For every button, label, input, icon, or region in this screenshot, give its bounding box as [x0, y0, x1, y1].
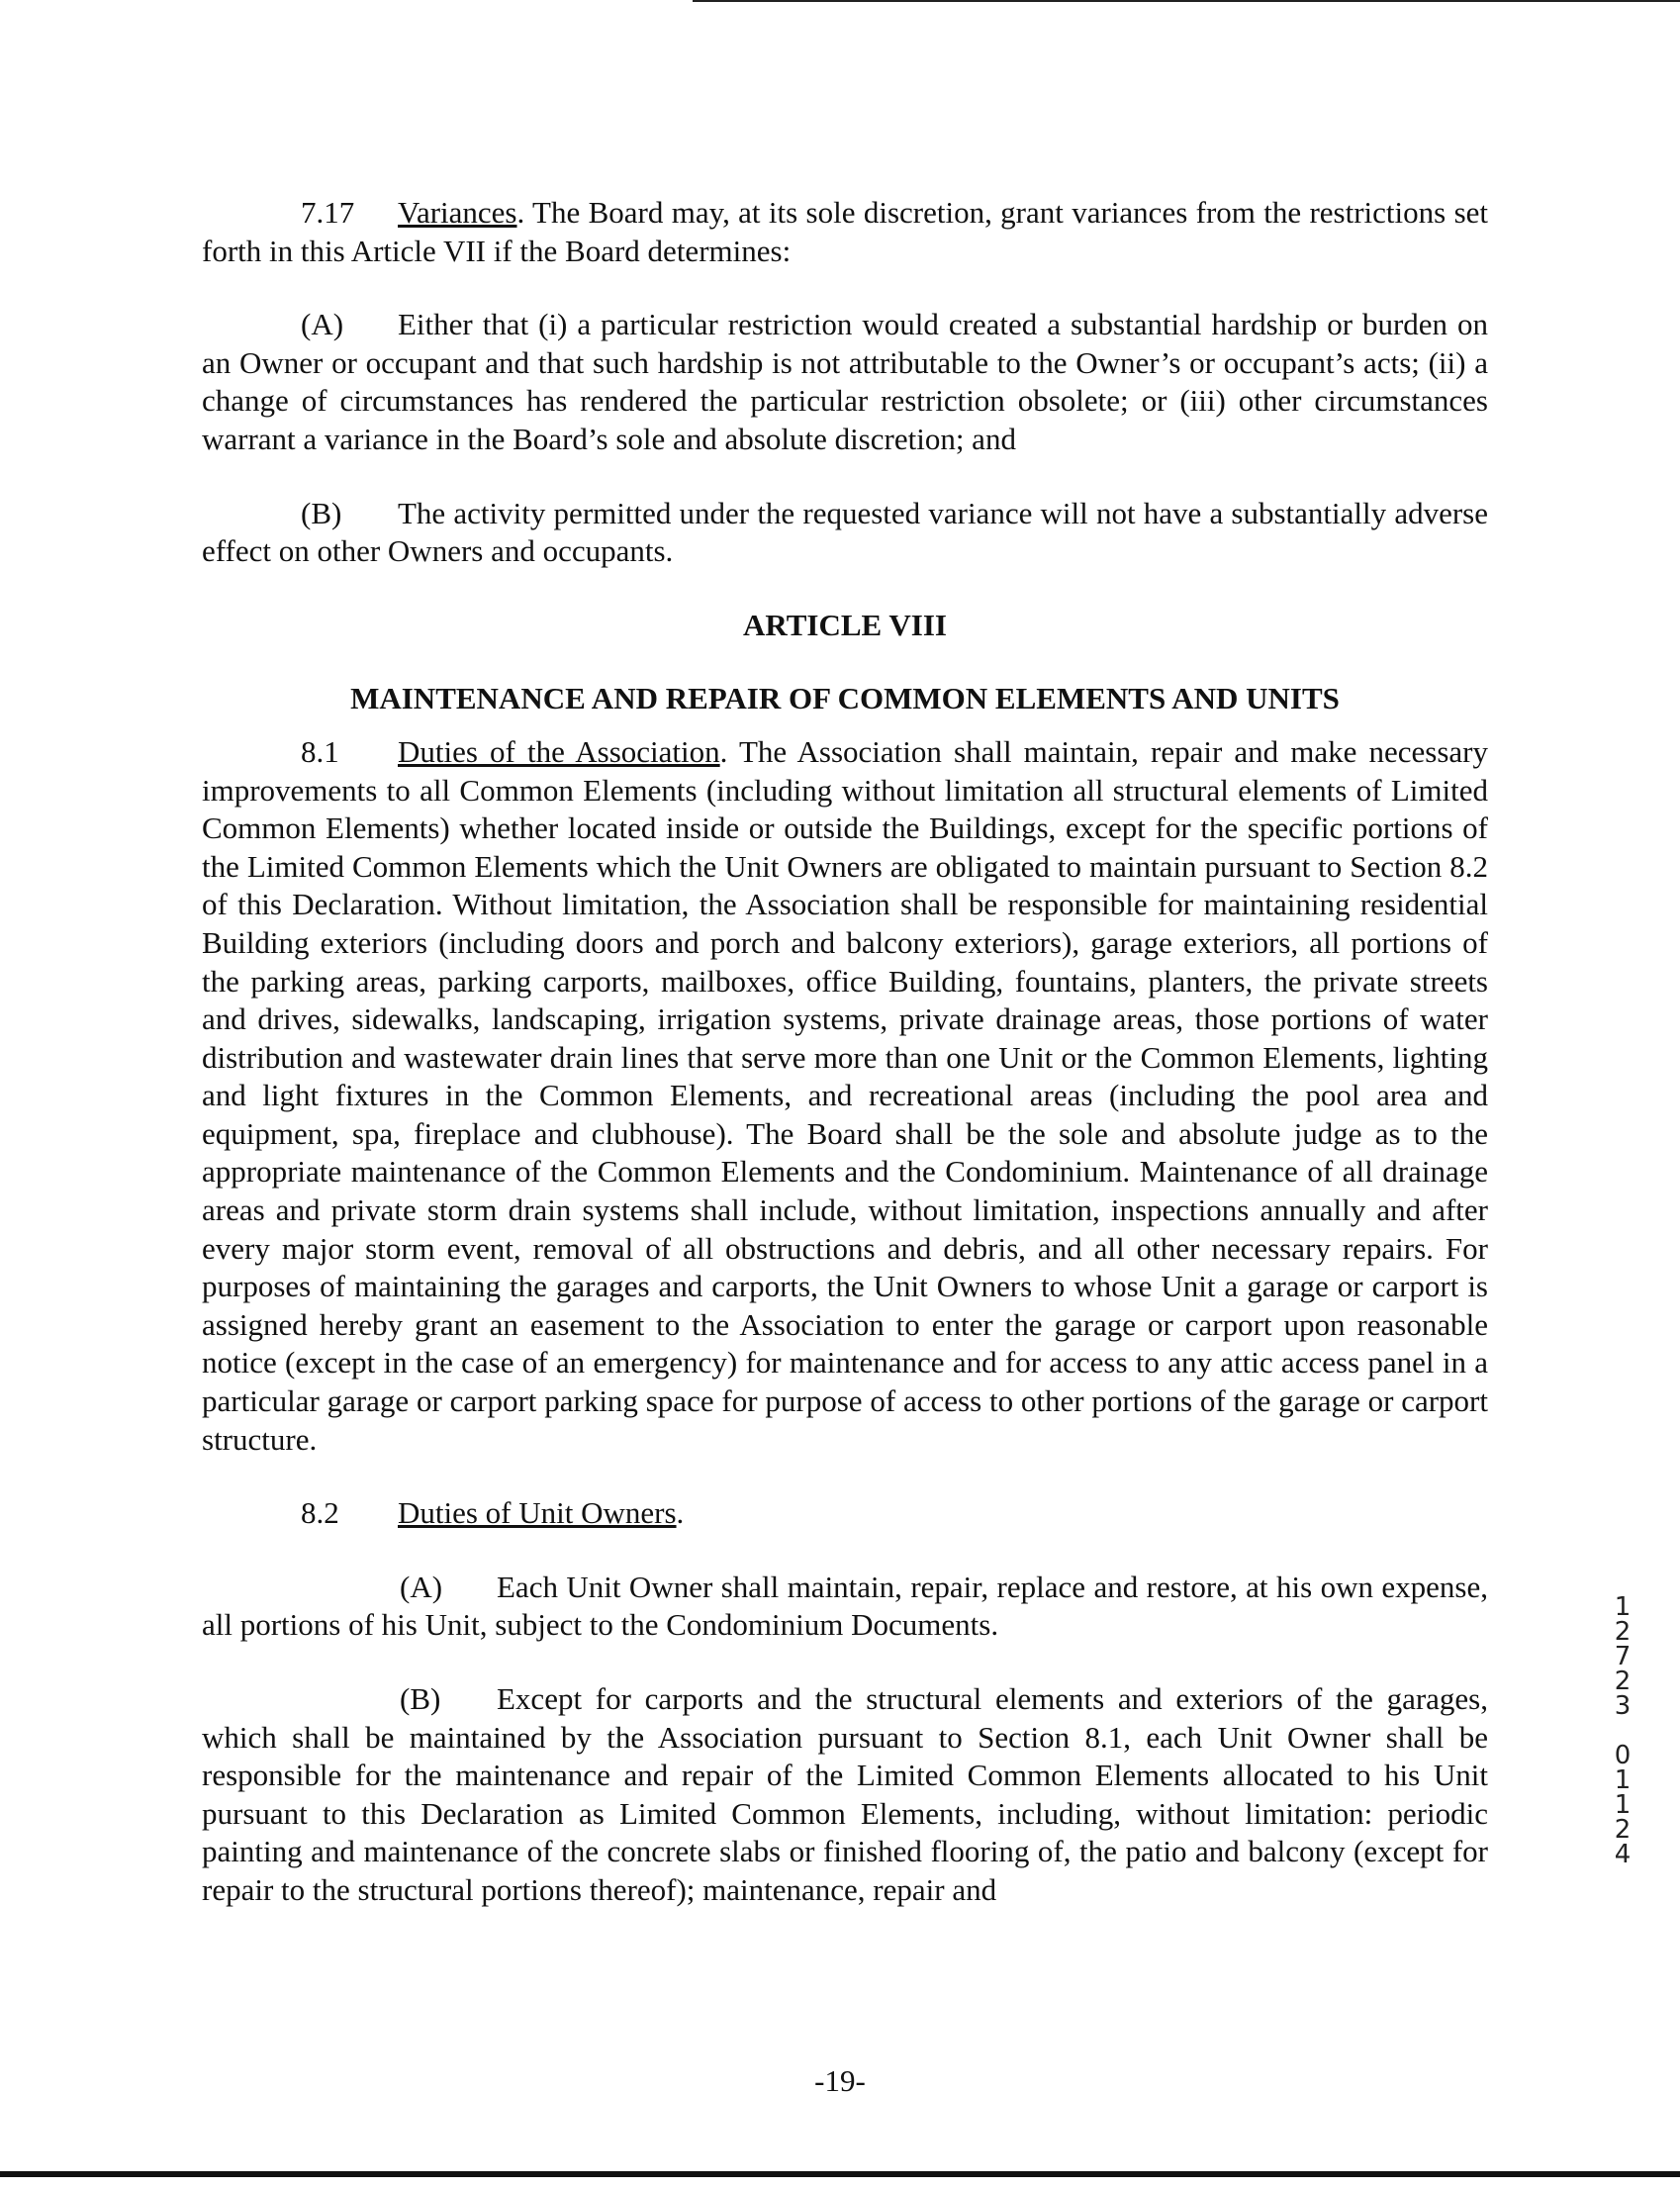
section-8-2-heading	[202, 1494, 1488, 1533]
clause-b-text: The activity permitted under the requested variance will not have a substantially adverse effect on other Owners and occupants.	[202, 495, 1488, 569]
section-8-1-text: . The Association shall maintain, repair and make necessary improvements to all Common Elements (including without limitation all structural elements of Limited Common Elements) whether located inside or outside the Buildings, except for the specific portions of the Limited Common Elements which the Unit Owners are obligated to maintain pursuant to Section 8.2 of this Declaration. Without limitation, the Association shall be responsible for maintaining residential Building exteriors (including doors and porch and balcony exteriors), garage exteriors, all portions of the parking areas, parking carports, mailboxes, office Building, fountains, planters, the private streets and drives, sidewalks, landscaping, irrigation systems, private drainage areas, those portions of water distribution and wastewater drain lines that serve more than one Unit or the Common Elements, lighting and light fixtures in the Common Elements, and recreational areas (including the pool area and equipment, spa, fireplace and clubhouse). The Board shall be the sole and absolute judge as to the appropriate maintenance of the Common Elements and the Condominium. Maintenance of all drainage areas and private storm drain systems shall include, without limitation, inspections annually and after every major storm event, removal of all obstructions and debris, and all other necessary repairs. For purposes of maintaining the garages and carports, the Unit Owners to whose Unit a garage or carport is assigned hereby grant an easement to the Association to enter the garage or carport upon reasonable notice (except in the case of an emergency) for maintenance and for access to any attic access panel in a particular garage or carport parking space for purpose of access to other portions of the garage or carport structure.	[202, 733, 1488, 1457]
section-8-1-number: 8.1	[301, 733, 339, 769]
section-7-17-clause-b	[202, 495, 1488, 571]
clause-8-2-a-text: Each Unit Owner shall maintain, repair, replace and restore, at his own expense, all portions of his Unit, subject to the Condominium Documents.	[202, 1569, 1488, 1643]
section-7-17-number: 7.17	[301, 195, 355, 230]
clause-b-label: (B)	[301, 495, 342, 530]
page-number: -19-	[814, 2063, 866, 2098]
recording-stamp: 1 2 7 2 3 0 1 1 2 4	[1614, 1592, 1632, 1869]
document-page	[202, 194, 1488, 1910]
section-8-2-clause-a	[202, 1569, 1488, 1645]
bottom-edge-rule	[0, 2171, 1680, 2177]
article-number: ARTICLE VIII	[743, 607, 947, 642]
section-8-2-title-end: .	[676, 1495, 685, 1531]
clause-a-text: Either that (i) a particular restriction would created a substantial hardship or burden on an Owner or occupant and that such hardship is not attributable to the Owner’s or occupant’s acts; (ii) a change of circumstances has rendered the particular restriction obsolete; or (iii) other circumstances warrant a variance in the Board’s sole and absolute discretion; and	[202, 307, 1488, 456]
clause-8-2-b-text: Except for carports and the structural elements and exteriors of the garages, which shall be maintained by the Association pursuant to Section 8.1, each Unit Owner shall be responsible for the maintenance and repair of the Limited Common Elements allocated to his Unit pursuant to this Declaration as Limited Common Elements, including, without limitation: periodic painting and maintenance of the concrete slabs or finished flooring of, the patio and balcony (except for repair to the structural portions thereof); maintenance, repair and	[202, 1681, 1488, 1907]
section-8-2-clause-b	[202, 1680, 1488, 1910]
section-7-17-intro	[202, 194, 1488, 270]
section-8-1	[202, 733, 1488, 1459]
section-8-2-number: 8.2	[301, 1495, 339, 1531]
clause-8-2-a-label: (A)	[400, 1569, 443, 1604]
article-title: MAINTENANCE AND REPAIR OF COMMON ELEMENTS AND UNITS	[350, 681, 1340, 716]
top-edge-rule	[693, 0, 1680, 2]
section-8-1-title: Duties of the Association	[398, 733, 720, 769]
section-7-17-clause-a	[202, 306, 1488, 458]
section-7-17-title: Variances	[398, 195, 517, 230]
clause-8-2-b-label: (B)	[400, 1681, 441, 1716]
section-7-17-lead: . The Board may, at its sole discretion, grant variances from the restrictions set forth in this Article VII if the Board determines:	[202, 195, 1488, 268]
section-8-2-title: Duties of Unit Owners	[398, 1495, 677, 1531]
clause-a-label: (A)	[301, 307, 344, 342]
